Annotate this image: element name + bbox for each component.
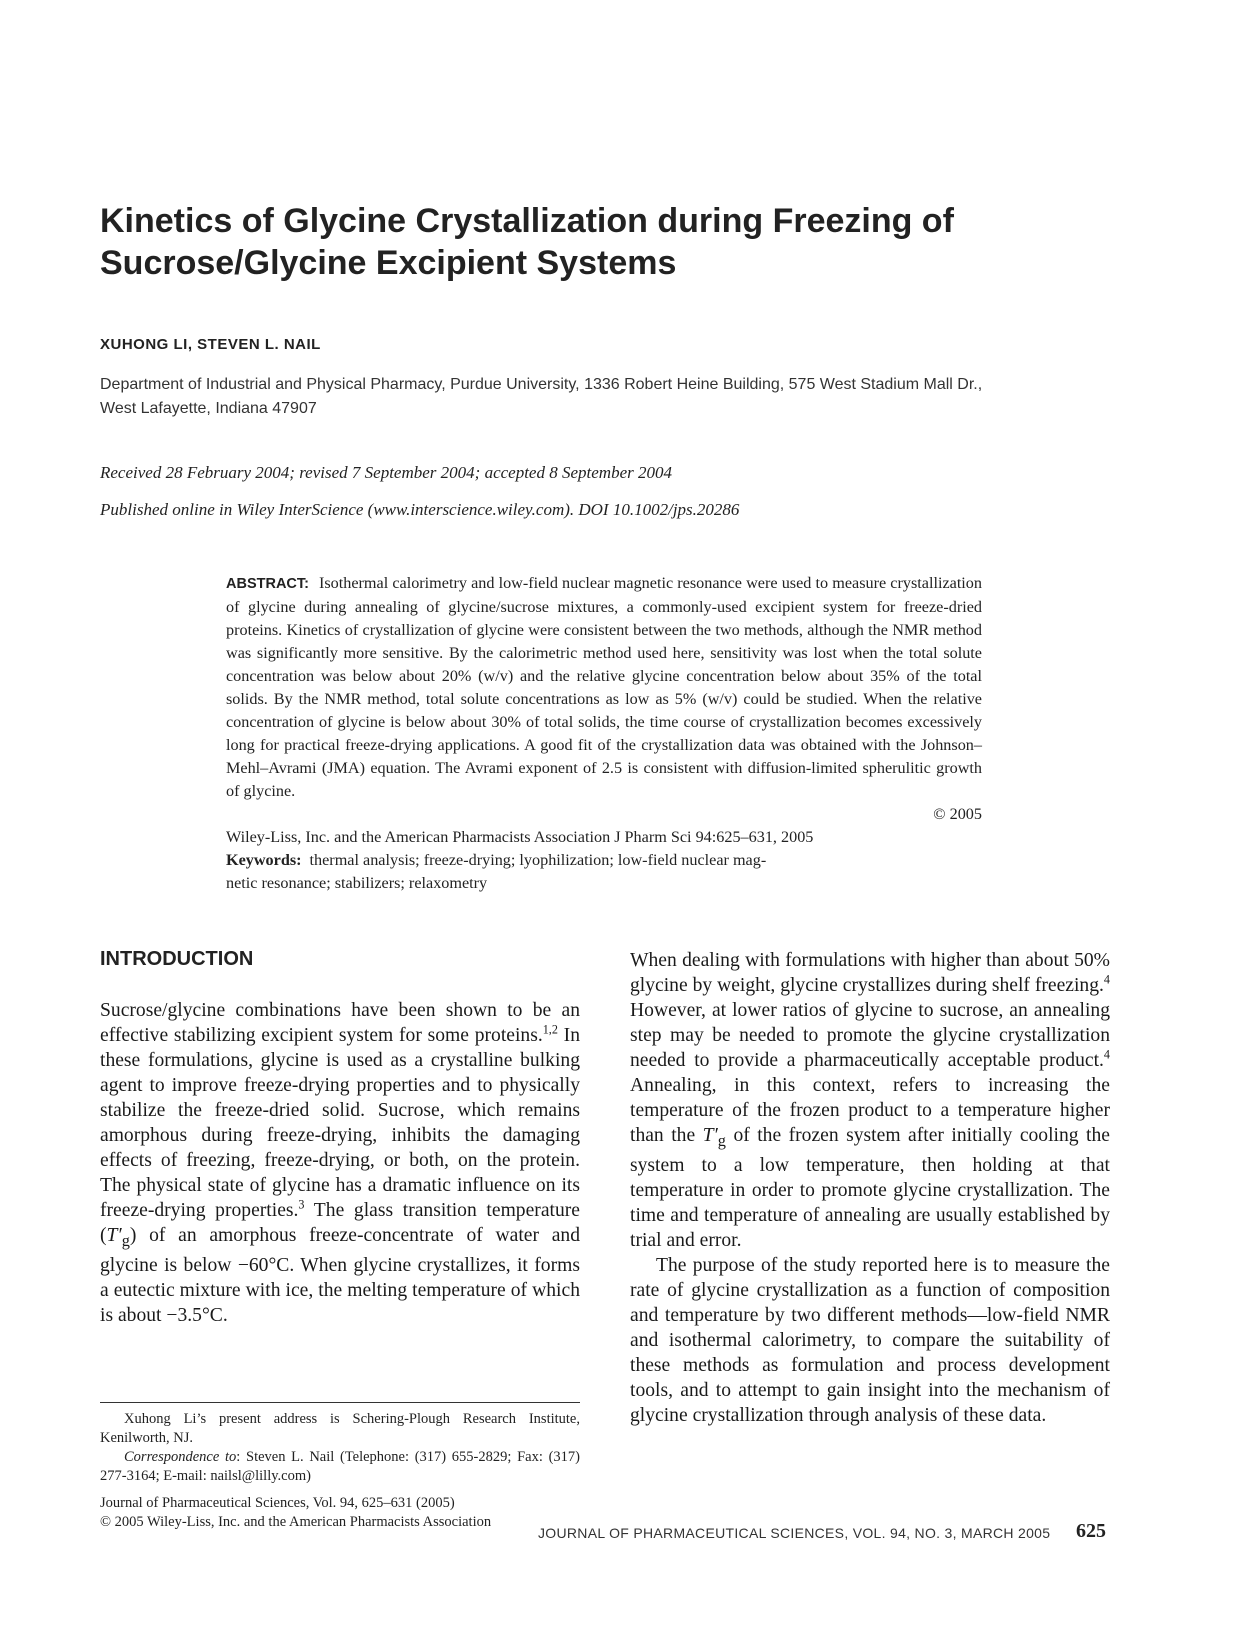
text-run: Sucrose/glycine combinations have been shown to be an effective stabilizing excipient system for some proteins.	[100, 1000, 580, 1046]
intro-paragraph-1	[100, 998, 580, 1328]
footnotes	[100, 1410, 580, 1532]
introduction-heading: INTRODUCTION	[100, 948, 254, 970]
keywords-line-2: netic resonance; stabilizers; relaxometry	[226, 874, 488, 892]
received-dates: Received 28 February 2004; revised 7 September 2004; accepted 8 September 2004	[100, 463, 672, 482]
intro-paragraph-3: The purpose of the study reported here is to measure the rate of glycine crystallization as a function of composition and temperature by two different methods—low-field NMR and isothermal calorimetry, to compare the suitability of these methods as formulation and process development tools, and to attempt to gain insight into the mechanism of glycine crystallization through analysis of these data.	[630, 1254, 1110, 1426]
tg-symbol: T′	[702, 1125, 718, 1146]
reference-marker: 4	[1103, 1047, 1110, 1062]
footnote-copyright: © 2005 Wiley-Liss, Inc. and the American Pharmacists Association	[100, 1514, 492, 1530]
authors: XUHONG LI, STEVEN L. NAIL	[100, 336, 321, 353]
tg-subscript: g	[121, 1230, 130, 1250]
affiliation	[100, 373, 1150, 421]
abstract-citation: Wiley-Liss, Inc. and the American Pharmacists Association J Pharm Sci 94:625–631, 2005	[226, 828, 814, 846]
footnote-correspondence	[100, 1448, 580, 1486]
title-line-1: Kinetics of Glycine Crystallization during Freezing of	[100, 202, 954, 240]
footnote-divider	[100, 1402, 580, 1403]
text-run: When dealing with formulations with higher than about 50% glycine by weight, glycine crystallizes during shelf freezing.	[630, 950, 1110, 996]
title-line-2: Sucrose/Glycine Excipient Systems	[100, 244, 677, 282]
tg-symbol: T′	[106, 1225, 122, 1246]
reference-marker: 1,2	[542, 1022, 558, 1037]
text-run: In these formulations, glycine is used as a crystalline bulking agent to improve freeze-drying properties and to physically stabilize the freeze-dried solid. Sucrose, which remains amorphous during freeze-drying, inhibits the damaging effects of freezing, freeze-drying, or both, on the protein. The physical state of glycine has a dramatic influence on its freeze-drying properties.	[100, 1025, 580, 1221]
keywords-text-1: thermal analysis; freeze-drying; lyophilization; low-field nuclear mag-	[309, 851, 767, 869]
affiliation-line-2: West Lafayette, Indiana 47907	[100, 400, 317, 417]
published-online: Published online in Wiley InterScience (www.interscience.wiley.com). DOI 10.1002/jps.20286	[100, 500, 740, 519]
reference-marker: 4	[1103, 972, 1110, 987]
article-title	[100, 200, 1140, 284]
copyright-symbol: © 2005	[933, 805, 982, 823]
keywords-line-1	[226, 849, 982, 872]
text-run: Annealing, in this context, refers to increasing the temperature of the frozen product to a temperature higher than the	[630, 1075, 1110, 1146]
affiliation-line-1: Department of Industrial and Physical Pharmacy, Purdue University, 1336 Robert Heine Building, 575 West Stadium Mall Dr.,	[100, 376, 983, 393]
footnote-journal: Journal of Pharmaceutical Sciences, Vol. 94, 625–631 (2005)	[100, 1495, 455, 1511]
text-run: The glass transition temperature (	[100, 1200, 580, 1246]
intro-paragraph-2	[630, 948, 1110, 1253]
text-run: ) of an amorphous freeze-concentrate of water and glycine is below −60°C. When glycine crystallizes, it forms a eutectic mixture with ice, the melting temperature of which is about −3.5°C.	[100, 1225, 580, 1326]
correspondence-text: : Steven L. Nail (Telephone: (317) 655-2829; Fax: (317) 277-3164; E-mail: nailsl@lilly.com)	[100, 1449, 580, 1484]
tg-subscript: g	[717, 1130, 726, 1150]
correspondence-label: Correspondence to	[124, 1449, 237, 1465]
page-number: 625	[1076, 1520, 1106, 1542]
keywords-label: Keywords:	[226, 851, 302, 869]
text-run: of the frozen system after initially cooling the system to a low temperature, then holding at that temperature in order to promote glycine crystallization. The time and temperature of annealing are usually established by trial and error.	[630, 1125, 1110, 1251]
left-column	[100, 998, 580, 1328]
abstract-text: Isothermal calorimetry and low-field nuclear magnetic resonance were used to measure crystallization of glycine during annealing of glycine/sucrose mixtures, a commonly-used excipient system for freeze-dried proteins. Kinetics of crystallization of glycine were consistent between the two methods, although the NMR method was significantly more sensitive. By the calorimetric method used here, sensitivity was lost when the total solute concentration was below about 20% (w/v) and the relative glycine concentration below about 35% of the total solids. By the NMR method, total solute concentrations as low as 5% (w/v) could be studied. When the relative concentration of glycine is below about 30% of total solids, the time course of crystallization becomes excessively long for practical freeze-drying applications. A good fit of the crystallization data was obtained with the Johnson–Mehl–Avrami (JMA) equation. The Avrami exponent of 2.5 is consistent with diffusion-limited spherulitic growth of glycine.	[226, 574, 982, 800]
footnote-present-address: Xuhong Li’s present address is Schering-Plough Research Institute, Kenilworth, NJ.	[100, 1411, 580, 1446]
running-footer: JOURNAL OF PHARMACEUTICAL SCIENCES, VOL. 94, NO. 3, MARCH 2005	[538, 1525, 1051, 1541]
reference-marker: 3	[298, 1197, 305, 1212]
abstract-label: ABSTRACT:	[226, 576, 309, 592]
right-column	[630, 948, 1110, 1428]
text-run: However, at lower ratios of glycine to sucrose, an annealing step may be needed to promote the glycine crystallization needed to provide a pharmaceutically acceptable product.	[630, 1000, 1110, 1071]
abstract	[226, 572, 982, 895]
